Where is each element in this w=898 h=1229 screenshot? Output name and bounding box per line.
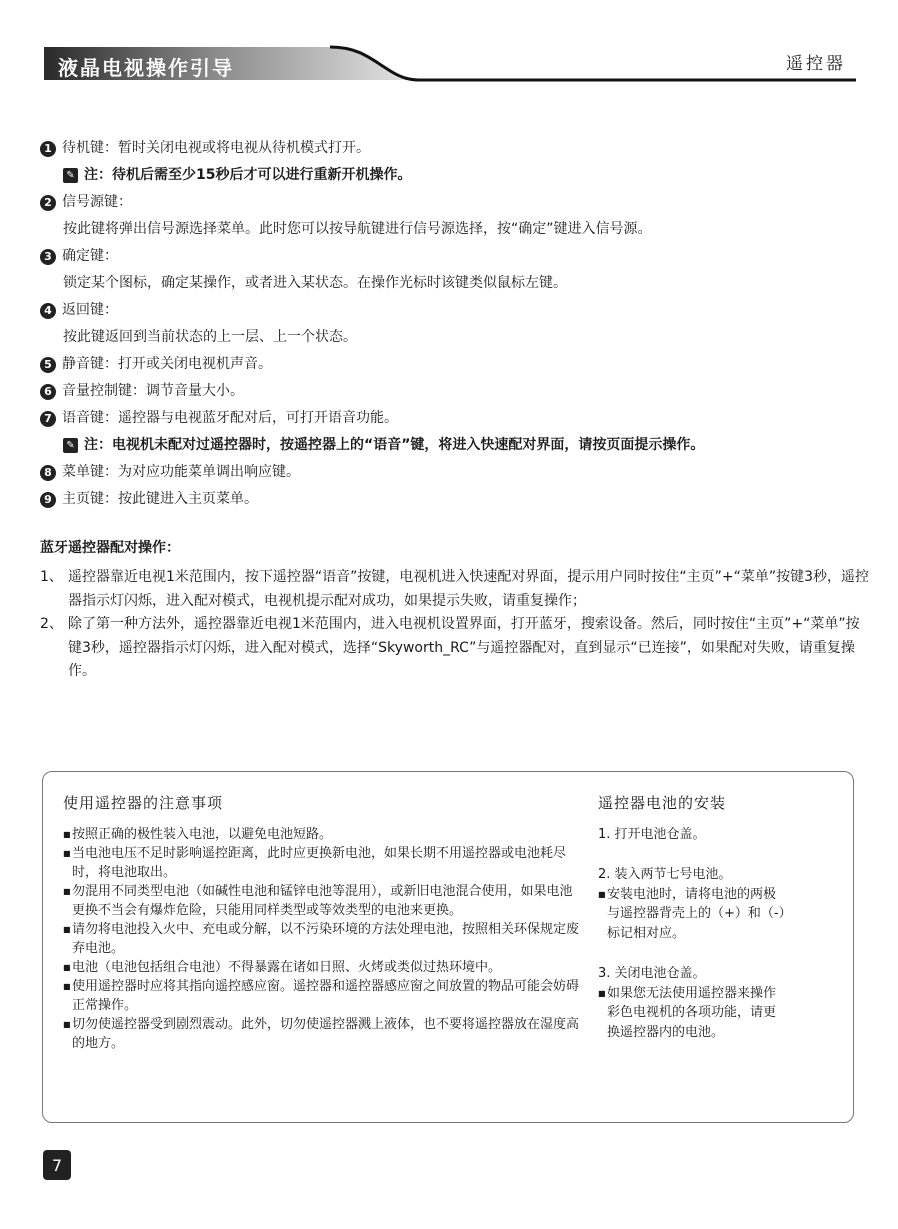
pencil-note-icon: ✎ bbox=[63, 168, 78, 183]
battery-title: 遥控器电池的安装 bbox=[598, 794, 727, 812]
battery-note-line: 标记相对应。 bbox=[607, 926, 686, 941]
note-text: 注：电视机未配对过遥控器时，按遥控器上的“语音”键，将进入快速配对界面，请按页面提示操作。 bbox=[84, 437, 705, 453]
bluetooth-steps bbox=[40, 566, 870, 684]
precaution-text: 电池（电池包括组合电池）不得暴露在诸如日照、火烤或类似过热环境中。 bbox=[72, 960, 502, 975]
precaution-text: 按照正确的极性装入电池，以避免电池短路。 bbox=[72, 827, 333, 842]
bullet-icon: ■ bbox=[598, 989, 606, 998]
list-item bbox=[63, 977, 581, 1015]
number-badge: 5 bbox=[40, 357, 56, 373]
step-text: 遥控器靠近电视1米范围内，按下遥控器“语音”按键，电视机进入快速配对界面，提示用户同时按住“主页”+“菜单”按键3秒，遥控器指示灯闪烁，进入配对模式，电视机提示配对成功，如果提示失败，请重复操作； bbox=[68, 569, 870, 609]
list-item bbox=[40, 189, 870, 216]
bullet-icon: ■ bbox=[63, 849, 71, 858]
key-text: 待机键：暂时关闭电视或将电视从待机模式打开。 bbox=[62, 140, 370, 156]
battery-note-line: 安装电池时，请将电池的两极 bbox=[607, 887, 777, 902]
list-item bbox=[63, 844, 581, 882]
section-label: 遥控器 bbox=[786, 54, 846, 74]
battery-note-line: 换遥控器内的电池。 bbox=[607, 1025, 725, 1040]
step-text: 除了第一种方法外，遥控器靠近电视1米范围内，进入电视机设置界面，打开蓝牙，搜索设备。然后，同时按住“主页”+“菜单”按键3秒，遥控器指示灯闪烁，进入配对模式，选择“Skyworth_RC”与遥控器配对，直到显示“已连接”，如果配对失败，请重复操作。 bbox=[68, 616, 860, 679]
key-text: 音量控制键：调节音量大小。 bbox=[62, 383, 244, 399]
precaution-text: 使用遥控器时应将其指向遥控感应窗。遥控器和遥控器感应窗之间放置的物品可能会妨碍正常操作。 bbox=[72, 979, 580, 1013]
list-item bbox=[598, 885, 843, 904]
precaution-text: 当电池电压不足时影响遥控距离，此时应更换新电池，如果长期不用遥控器或电池耗尽时，将电池取出。 bbox=[72, 846, 567, 880]
list-item bbox=[598, 984, 843, 1003]
key-description: 按此键返回到当前状态的上一层、上一个状态。 bbox=[63, 329, 357, 345]
header-banner-graphic bbox=[0, 0, 898, 100]
number-badge: 4 bbox=[40, 303, 56, 319]
battery-step-2: 2. 装入两节七号电池。 bbox=[598, 867, 732, 882]
key-text: 菜单键：为对应功能菜单调出响应键。 bbox=[62, 464, 300, 480]
list-item bbox=[40, 351, 870, 378]
bullet-icon: ■ bbox=[63, 830, 71, 839]
list-item bbox=[63, 958, 581, 977]
key-text: 确定键： bbox=[62, 248, 118, 264]
precautions-title: 使用遥控器的注意事项 bbox=[63, 794, 224, 812]
list-item bbox=[63, 1015, 581, 1053]
precautions-panel bbox=[63, 792, 581, 1053]
bullet-icon: ■ bbox=[598, 890, 606, 899]
bullet-icon: ■ bbox=[63, 982, 71, 991]
document-title: 液晶电视操作引导 bbox=[58, 56, 234, 80]
precaution-text: 勿混用不同类型电池（如碱性电池和锰锌电池等混用），或新旧电池混合使用，如果电池更换不当会有爆炸危险，只能用同样类型或等效类型的电池来更换。 bbox=[72, 884, 573, 918]
battery-note-line: 与遥控器背壳上的（+）和（-） bbox=[607, 906, 792, 921]
battery-install-panel bbox=[598, 792, 843, 1043]
list-item bbox=[63, 825, 581, 844]
bullet-icon: ■ bbox=[63, 925, 71, 934]
page-number: 7 bbox=[43, 1150, 71, 1180]
page-header bbox=[0, 0, 898, 100]
battery-note-line: 彩色电视机的各项功能，请更 bbox=[607, 1005, 777, 1020]
battery-step-1: 1. 打开电池仓盖。 bbox=[598, 827, 706, 842]
key-text: 主页键：按此键进入主页菜单。 bbox=[62, 491, 258, 507]
precaution-text: 请勿将电池投入火中、充电或分解，以不污染环境的方法处理电池，按照相关环保规定废弃电池。 bbox=[72, 922, 580, 956]
info-box bbox=[42, 771, 854, 1123]
list-item bbox=[40, 486, 870, 513]
pencil-note-icon: ✎ bbox=[63, 438, 78, 453]
number-badge: 6 bbox=[40, 384, 56, 400]
note-line bbox=[40, 162, 870, 189]
bullet-icon: ■ bbox=[63, 887, 71, 896]
list-item bbox=[40, 566, 870, 613]
battery-note-line: 如果您无法使用遥控器来操作 bbox=[607, 986, 777, 1001]
bluetooth-section-title: 蓝牙遥控器配对操作： bbox=[40, 540, 180, 556]
step-number: 2、 bbox=[40, 616, 63, 632]
key-text: 返回键： bbox=[62, 302, 118, 318]
key-description: 按此键将弹出信号源选择菜单。此时您可以按导航键进行信号源选择，按“确定”键进入信号源。 bbox=[63, 221, 652, 237]
list-item bbox=[40, 405, 870, 432]
key-text: 静音键：打开或关闭电视机声音。 bbox=[62, 356, 272, 372]
number-badge: 7 bbox=[40, 411, 56, 427]
note-text: 注：待机后需至少15秒后才可以进行重新开机操作。 bbox=[84, 167, 412, 183]
note-line bbox=[40, 432, 870, 459]
bullet-icon: ■ bbox=[63, 1020, 71, 1029]
precaution-text: 切勿使遥控器受到剧烈震动。此外，切勿使遥控器溅上液体，也不要将遥控器放在湿度高的地方。 bbox=[72, 1017, 580, 1051]
list-item bbox=[40, 135, 870, 162]
list-item bbox=[40, 378, 870, 405]
list-item bbox=[63, 882, 581, 920]
list-item bbox=[40, 459, 870, 486]
key-text: 语音键：遥控器与电视蓝牙配对后，可打开语音功能。 bbox=[62, 410, 398, 426]
battery-step-3: 3. 关闭电池仓盖。 bbox=[598, 966, 706, 981]
bullet-icon: ■ bbox=[63, 963, 71, 972]
key-description-list bbox=[40, 135, 870, 513]
number-badge: 1 bbox=[40, 141, 56, 157]
number-badge: 2 bbox=[40, 195, 56, 211]
key-text: 信号源键： bbox=[62, 194, 132, 210]
key-description: 锁定某个图标，确定某操作，或者进入某状态。在操作光标时该键类似鼠标左键。 bbox=[63, 275, 567, 291]
step-number: 1、 bbox=[40, 569, 63, 585]
list-item bbox=[40, 297, 870, 324]
number-badge: 8 bbox=[40, 465, 56, 481]
number-badge: 9 bbox=[40, 492, 56, 508]
list-item bbox=[40, 243, 870, 270]
list-item bbox=[63, 920, 581, 958]
number-badge: 3 bbox=[40, 249, 56, 265]
list-item bbox=[40, 613, 870, 684]
